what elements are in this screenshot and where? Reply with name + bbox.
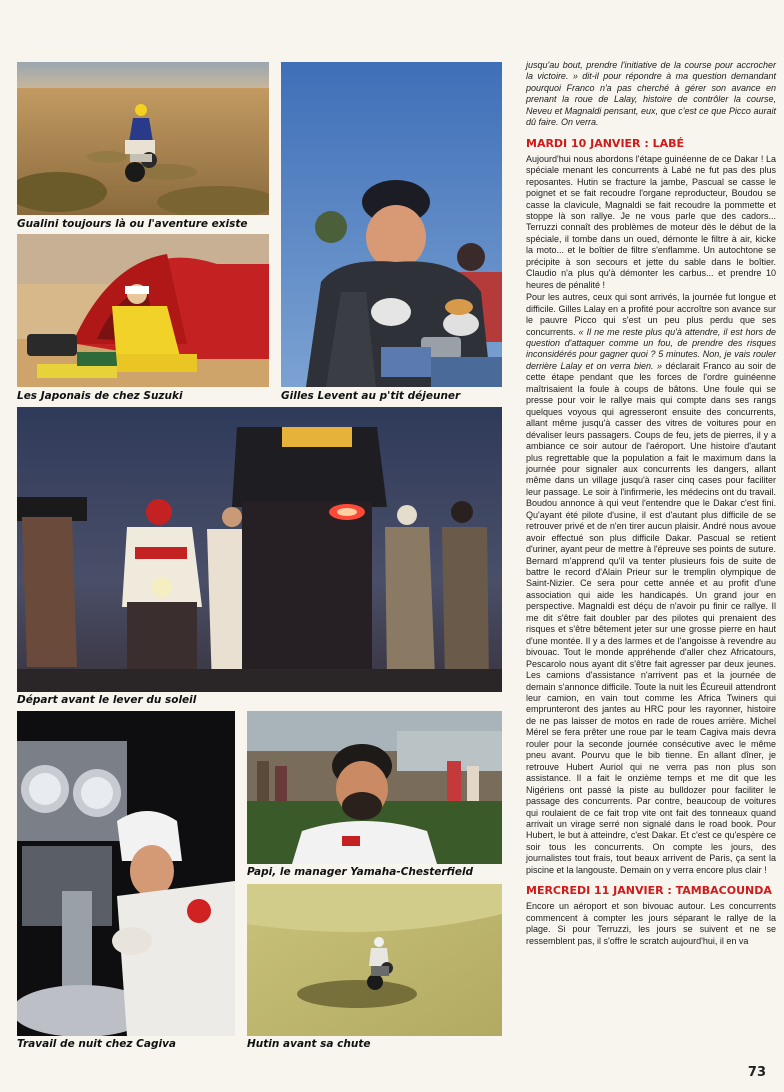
caption-hutin: Hutin avant sa chute (247, 1038, 371, 1050)
article-column (526, 60, 776, 948)
caption-papi: Papi, le manager Yamaha-Chesterfield (247, 866, 474, 878)
heading-mardi-10-janvier: MARDI 10 JANVIER : LABÉ (526, 136, 685, 150)
article-paragraph-1: Aujourd'hui nous abordons l'étape guinéenne de ce Dakar ! La spéciale menant les concurrents à Labé ne fut pas des plus reposantes. Hutin se fracture la jambe, Pascual se casse le poignet et se fait recoudre l'organe reproducteur, Boudou se casse la clavicule, Magnaldi se fait recoudre la pommette et stoppe là son rallye. Je ne vous parle que des cadors... Terruzzi connaît des problèmes de moteur dès le début de la spéciale, il tombe dans un oued, démonte le filtre à air, kicke la moto... et le boîtier de filtre s'enflamme. Un autochtone se précipite à son secours et jette du sable dans le boîtier. Claudio n'a plus qu'à démonter les carbus... et prendre 10 heures de pénalité ! (526, 153, 776, 290)
article-paragraph-2a: Pour les autres, ceux qui sont arrivés, la journée fut longue et difficile. Gilles Lalay en a profité pour accroître son avance sur le pauvre Picco qui s'est un peu plus perdu que ses concurrents. (526, 292, 776, 337)
photo-cagiva-night (17, 711, 235, 1036)
article-paragraph-2 (526, 292, 776, 876)
article-paragraph-3: Encore un aéroport et son bivouac autour. Les concurrents commencent à compter les jours séparant le rallye de la plage. Si pour Terruzzi, les jours se suivent et ne se ressemblent pas, il s'offre le scratch aujourd'hui, il en va (526, 901, 776, 946)
photo-gilles-levent (281, 62, 502, 387)
caption-gualini: Gualini toujours là ou l'aventure existe (17, 218, 248, 230)
caption-levent: Gilles Levent au p'tit déjeuner (281, 390, 461, 402)
article-quote-picco: « Il ne me reste plus qu'à attendre, il est hors de question d'attaquer comme un fou, de prendre des risques inconsidérés pour gagner quoi ? 5 minutes. Non, je vais rouler derrière Lalay et on verra bien. » (526, 326, 776, 371)
photo-suzuki-tent (17, 234, 269, 387)
article-intro: jusqu'au bout, prendre l'initiative de la course pour accrocher la victoire. » dit-il pour répondre à ma question demandant pourquoi Franco n'a pas cherché à gérer son avance en prenant la roue de Lalay, histoire de contrôler la course, Neveu et Magnaldi pensant, eux, que c'est ce que Picco aurait dû faire. On verra. (526, 60, 776, 128)
photo-depart-night (17, 407, 502, 692)
photo-papi-manager (247, 711, 502, 864)
photo-gualini-desert (17, 62, 269, 215)
caption-cagiva: Travail de nuit chez Cagiva (17, 1038, 176, 1050)
caption-depart: Départ avant le lever du soleil (17, 694, 197, 706)
heading-mercredi-11-janvier: MERCREDI 11 JANVIER : TAMBACOUNDA (526, 884, 772, 898)
page-number: 73 (747, 1065, 766, 1080)
article-paragraph-2b: déclarait Franco au soir de cette étape pendant que les forces de l'ordre guinéenne maîtrisaient la foule à coups de bâtons. Une foule qui se presse pour voir le rallye mais qui compte dans ses rangs quelques voyous qui agresseront ensuite des concurrents, allant même jusqu'à casser des vitres de voitures pour en dévaliser leurs passagers. Coups de feu, jets de pierres, il y a ambiance ce soir autour de l'aéroport. Une histoire d'autant plus regrettable que la population a fait le maximum dans la journée pour signaler aux concurrents les dangers, allant même dans un village jusqu'à raser cinq cases pour faciliter leur passage. Le soir à l'infirmerie, les médecins ont du travail. Boudou annonce à qui veut l'entendre que le Dakar c'est fini. Qu'ayant été pilote d'usine, il est d'autant plus difficile de se retrouver privé et de n'en tirer aucun plaisir. André nous avoue avoir effectué son plus difficile Dakar. Pascual se retient d'uriner, ayant peur de mettre à l'épreuve ses points de suture. Bernard m'apprend qu'il va tenter plusieurs fois de suite de battre le record d'Alain Prieur sur le tremplin olympique de Saint-Nizier. Ce sera pour cette année et au profit d'une association qui aide les handicapés. Un grand jour en perspective. Magnaldi est déçu de n'avoir pu finir ce rallye. Il me dit s'être fait doubler par des pilotes qui prenaient des risques et s'être bêtement jeter sur une grosse pierre en haut d'une montée. Il y a des larmes et de l'angoisse à revendre au bivouac. Tout le monde appréhende d'aller chez Africatours, Pescarolo nous ayant dit s'être fait agresser par deux jeunes. Les camions d'assistance n'arrivent pas et la journée de demain s'annonce difficile. Toute la nuit les Écureuil attendront leur camion, en vain tout comme les Africa Twiners qui emprunteront des jantes au HRC pour les rayonner, histoire de ne pas laisser de motos en rade de roues arrière. Michel Mérel se fera prêter une roue par le team Cagiva mais devra rouler pour la seconde journée consécutive avec le même pneu avant. Pourvu que le bib tienne. En allant dîner, je retrouve Hubert Auriol qui ne verra pas non plus son assistance. Il a fait le onzième temps et me dit que les Nigériens ont passé la piste au bulldozer pour faciliter le passage des concurrents. Par contre, beaucoup de voitures qui roulaient de ce fait trop vite ont fait des tonneaux quand arrivait un virage serré non signalé dans le road book. Pour Hubert, le but à atteindre, c'est Dakar. Et c'est ce qu'espère ce soir tous les concurrents. On compte les jours, des journalistes tout frais, tout beaux arrivent de Paris, ça sent la piscine et la langouste. Demain on y verra encore plus clair ! (526, 360, 776, 875)
caption-japonais: Les Japonais de chez Suzuki (17, 390, 183, 402)
photo-hutin (247, 884, 502, 1036)
